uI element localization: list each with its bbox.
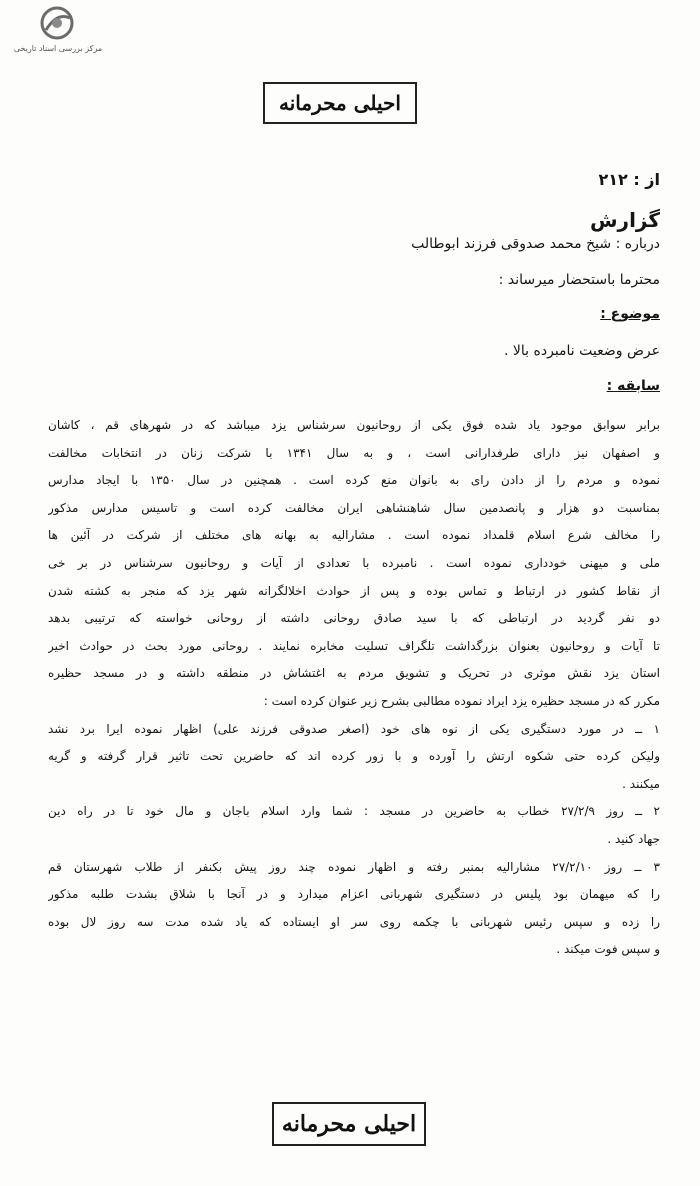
classification-stamp-top: احیلی محرمانه [263, 82, 417, 124]
list-item-3-line: ۳ ــ روز ۲۷/۲/۱۰ مشارالیه بمنبر رفته و اظهار نموده چند روز پیش بکنفر از طلاب شهرستان قم [48, 859, 660, 874]
subject-heading: موضوع : [600, 306, 660, 322]
document-title: گزارش [589, 208, 660, 232]
list-item-3-line: را که میهمان بود پلیس در دستگیری شهربانی اعزام میدارد و در آنجا با شلاق بشدت طلبه مذکور [48, 887, 660, 902]
list-item-2-line: جهاد کنید . [607, 831, 660, 846]
body-line: را مخالف شرع اسلام قلمداد نموده است . مشارالیه به بهانه های مختلف از شرکت در آئین ها [48, 528, 660, 543]
list-item-1-line: ولیکن کرده حتی شکوه ارتش را آورده و با زور کرده اند که حاضرین تحت تاثیر قرار گرفته و گریه [48, 749, 660, 764]
body-line: برابر سوابق موجود یاد شده فوق یکی از روحانیون سرشناس یزد میباشد که در شهرهای قم ، کاشان [48, 418, 660, 432]
archive-emblem-icon [36, 6, 78, 40]
list-item-3-line: را زده و سپس رئیس شهربانی با چکمه روی سر او ایستاده که یاد شده مدت سه روز لال بوده [48, 914, 660, 929]
body-line: تا آیات و روحانیون بعنوان بزرگداشت تلگراف تسلیت مخابره نمایند . روحانی مورد بحث در حوادث اخیر [48, 638, 660, 653]
subject-text: عرض وضعیت نامبرده بالا . [504, 343, 660, 359]
body-line: از نقاط کشور در ارتباط و تماس بوده و پس از حوادث اخلالگرانه شهر یزد که منجر به کشته شدن [48, 583, 660, 598]
list-item-1-line: ۱ ــ در مورد دستگیری یکی از نوه های خود (اصغر صدوقی فرزند علی) اظهار نموده ایرا برد نشد [48, 721, 660, 736]
classification-stamp-bottom: احیلی محرمانه [272, 1102, 426, 1146]
salutation: محترما باستحضار میرساند : [498, 272, 660, 288]
archive-logo [8, 6, 108, 60]
list-item-1-line: میکنند . [622, 776, 660, 791]
report-body [48, 412, 660, 964]
body-line: بمناسبت دو هزار و پانصدمین سال شاهنشاهی ایران مخالفت کرده است و تاسیس مدارس مذکور [48, 500, 660, 515]
body-line: نموده و مردم را از دادن رای به بانوان منع کرده است . همچنین در سال ۱۳۵۰ با ایجاد مدارس [48, 473, 660, 488]
body-line: مکرر که در مسجد حظیره یزد ایراد نموده مطالبی بشرح زیر عنوان کرده است : [263, 693, 660, 708]
document-subject: درباره : شیخ محمد صدوقی فرزند ابوطالب [411, 236, 660, 252]
body-line: دو نفر گردید در ارتباطی که با سید صادق روحانی داشته از روحانی خواسته که ترتیبی بدهد [48, 611, 660, 626]
body-line: ملی و میهنی خودداری نموده است . نامبرده با تعدادی از آیات و روحانیون سرشناس در بر خی [48, 555, 660, 570]
body-line: و اصفهان نیز دارای طرفدارانی است ، و به سال ۱۳۴۱ با شرکت زنان در انتخابات مخالفت [48, 445, 660, 460]
list-item-2-line: ۲ ــ روز ۲۷/۲/۹ خطاب به حاضرین در مسجد : شما وارد اسلام باجان و مال خود تا در راه دین [48, 804, 660, 819]
document-number: از : ۲۱۲ [598, 170, 660, 189]
background-heading: سابقه : [606, 378, 660, 394]
body-line: استان یزد نقش موثری در تحریک و تشویق مردم به اغتشاش در منطقه داشته و در مسجد حظیره [48, 666, 660, 681]
archive-logo-text: مرکز بررسی اسناد تاریخی [13, 44, 103, 53]
list-item-3-line: و سپس فوت میکند . [556, 942, 660, 957]
